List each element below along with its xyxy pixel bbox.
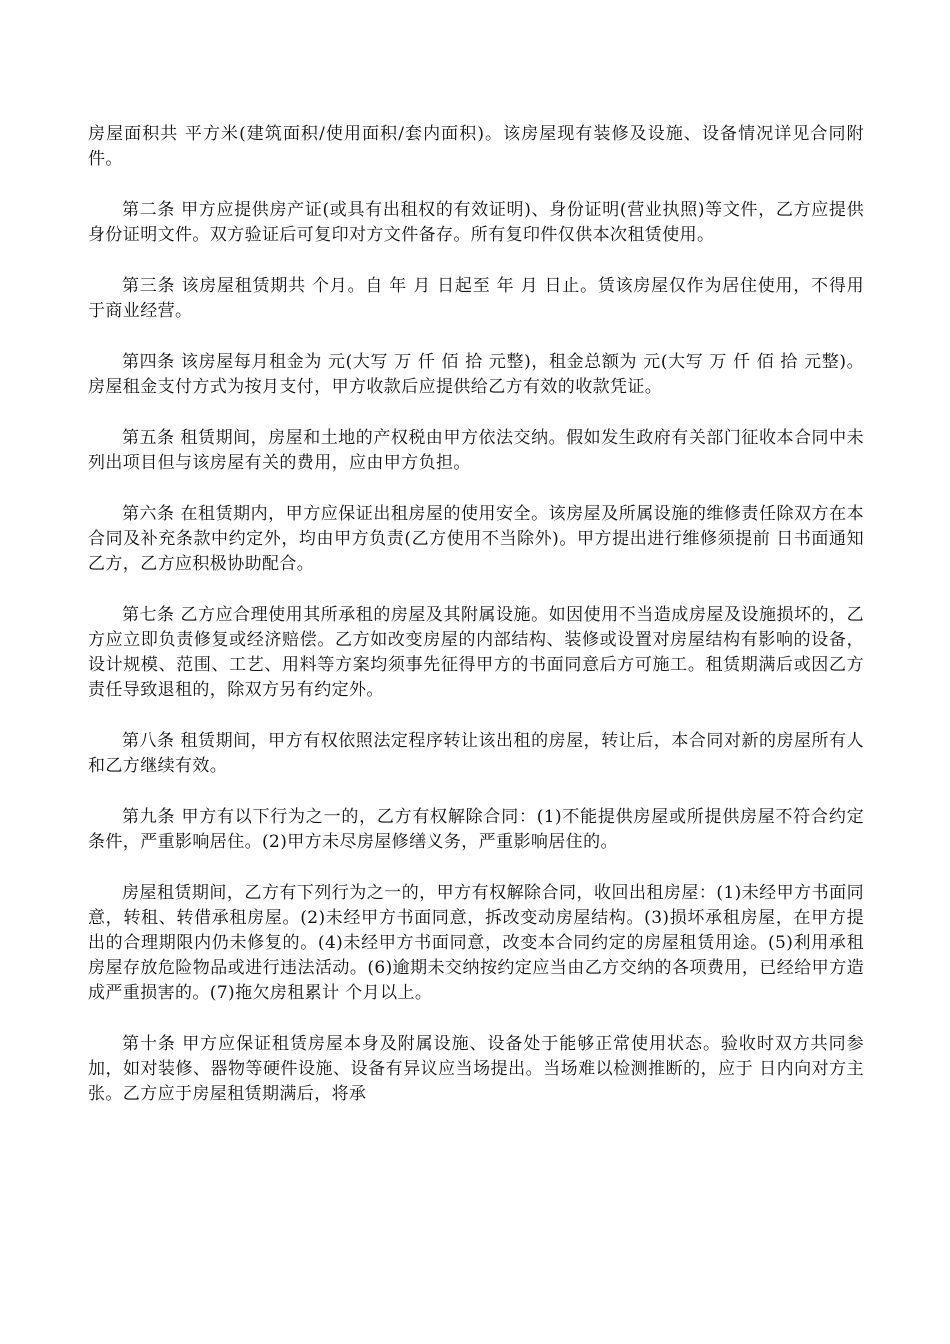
paragraph-tenant-termination: 房屋租赁期间，乙方有下列行为之一的，甲方有权解除合同，收回出租房屋：(1)未经甲方书面同意，转租、转借承租房屋。(2)未经甲方书面同意，拆改变动房屋结构。(3)损坏承租房屋，在甲方提出的合理期限内仍未修复的。(4)未经甲方书面同意，改变本合同约定的房屋租赁用途。(5)利用承租房屋存放危险物品或进行违法活动。(6)逾期未交纳按约定应当由乙方交纳的各项费用，已经给甲方造成严重损害的。(7)拖欠房租累计 个月以上。	[88, 883, 864, 1003]
paragraph-article-10: 第十条 甲方应保证租赁房屋本身及附属设施、设备处于能够正常使用状态。验收时双方共同参加，如对装修、器物等硬件设施、设备有异议应当场提出。当场难以检测推断的，应于 日内向对方主张。乙方应于房屋租赁期满后，将承	[88, 1034, 864, 1104]
document-body	[88, 122, 864, 1107]
paragraph-article-2: 第二条 甲方应提供房产证(或具有出租权的有效证明)、身份证明(营业执照)等文件，乙方应提供身份证明文件。双方验证后可复印对方文件备存。所有复印件仅供本次租赁使用。	[88, 200, 864, 245]
paragraph-article-8: 第八条 租赁期间，甲方有权依照法定程序转让该出租的房屋，转让后，本合同对新的房屋所有人和乙方继续有效。	[88, 731, 864, 776]
paragraph-article-5: 第五条 租赁期间，房屋和土地的产权税由甲方依法交纳。假如发生政府有关部门征收本合同中未列出项目但与该房屋有关的费用，应由甲方负担。	[88, 428, 864, 473]
paragraph-article-4: 第四条 该房屋每月租金为 元(大写 万 仟 佰 拾 元整)，租金总额为 元(大写 万 仟 佰 拾 元整)。 房屋租金支付方式为按月支付，甲方收款后应提供给乙方有效的收款凭证。	[88, 352, 864, 397]
paragraph-article-7: 第七条 乙方应合理使用其所承租的房屋及其附属设施。如因使用不当造成房屋及设施损坏的，乙方应立即负责修复或经济赔偿。乙方如改变房屋的内部结构、装修或设置对房屋结构有影响的设备，设计规模、范围、工艺、用料等方案均须事先征得甲方的书面同意后方可施工。租赁期满后或因乙方责任导致退租的，除双方另有约定外。	[88, 605, 864, 700]
paragraph-article-3: 第三条 该房屋租赁期共 个月。自 年 月 日起至 年 月 日止。赁该房屋仅作为居住使用，不得用于商业经营。	[88, 276, 864, 321]
paragraph-area-continuation: 房屋面积共 平方米(建筑面积/使用面积/套内面积)。该房屋现有装修及设施、设备情况详见合同附件。	[88, 124, 864, 169]
paragraph-article-6: 第六条 在租赁期内，甲方应保证出租房屋的使用安全。该房屋及所属设施的维修责任除双方在本合同及补充条款中约定外，均由甲方负责(乙方使用不当除外)。甲方提出进行维修须提前 日书面通知乙方，乙方应积极协助配合。	[88, 504, 864, 574]
paragraph-article-9: 第九条 甲方有以下行为之一的，乙方有权解除合同：(1)不能提供房屋或所提供房屋不符合约定条件，严重影响居住。(2)甲方未尽房屋修缮义务，严重影响居住的。	[88, 807, 864, 852]
